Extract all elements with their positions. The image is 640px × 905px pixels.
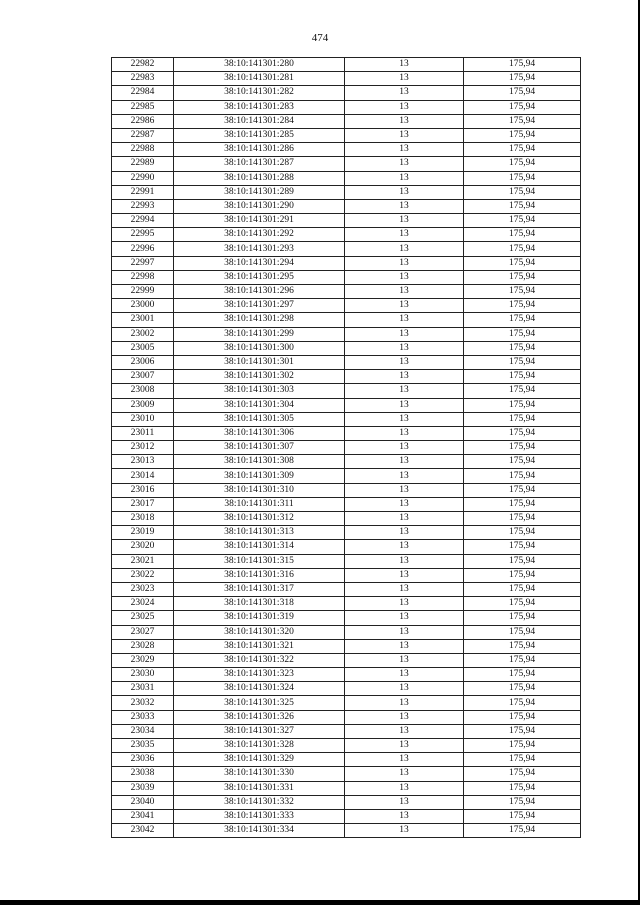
cell-cadastral-number: 38:10:141301:314 [174, 540, 345, 554]
cell-id: 23034 [112, 724, 174, 738]
table-row [112, 228, 581, 242]
cell-code: 13 [345, 767, 464, 781]
cell-code: 13 [345, 824, 464, 838]
cell-cadastral-number: 38:10:141301:300 [174, 341, 345, 355]
cell-cadastral-number: 38:10:141301:305 [174, 412, 345, 426]
cell-id: 23021 [112, 554, 174, 568]
cell-code: 13 [345, 441, 464, 455]
cell-id: 23020 [112, 540, 174, 554]
cell-value: 175,94 [464, 653, 581, 667]
cell-value: 175,94 [464, 228, 581, 242]
cell-id: 22989 [112, 157, 174, 171]
cell-code: 13 [345, 157, 464, 171]
cell-id: 23023 [112, 582, 174, 596]
cell-code: 13 [345, 611, 464, 625]
cell-code: 13 [345, 625, 464, 639]
table-row [112, 724, 581, 738]
cell-value: 175,94 [464, 426, 581, 440]
cell-value: 175,94 [464, 341, 581, 355]
cell-id: 23039 [112, 781, 174, 795]
data-table-container [111, 57, 580, 838]
table-row [112, 668, 581, 682]
cell-value: 175,94 [464, 114, 581, 128]
cell-code: 13 [345, 341, 464, 355]
cell-cadastral-number: 38:10:141301:294 [174, 256, 345, 270]
cell-cadastral-number: 38:10:141301:319 [174, 611, 345, 625]
table-row [112, 256, 581, 270]
cell-value: 175,94 [464, 242, 581, 256]
cell-code: 13 [345, 512, 464, 526]
cell-cadastral-number: 38:10:141301:298 [174, 313, 345, 327]
table-row [112, 582, 581, 596]
cell-id: 22984 [112, 86, 174, 100]
table-row [112, 128, 581, 142]
table-row [112, 86, 581, 100]
table-row [112, 809, 581, 823]
table-row [112, 398, 581, 412]
cell-code: 13 [345, 256, 464, 270]
cell-value: 175,94 [464, 512, 581, 526]
cell-cadastral-number: 38:10:141301:295 [174, 270, 345, 284]
table-row [112, 767, 581, 781]
table-row [112, 611, 581, 625]
table-row [112, 185, 581, 199]
cell-id: 22986 [112, 114, 174, 128]
cell-value: 175,94 [464, 299, 581, 313]
cell-id: 23027 [112, 625, 174, 639]
table-row [112, 157, 581, 171]
cell-value: 175,94 [464, 483, 581, 497]
cell-cadastral-number: 38:10:141301:302 [174, 370, 345, 384]
cell-value: 175,94 [464, 554, 581, 568]
table-row [112, 568, 581, 582]
cell-id: 23018 [112, 512, 174, 526]
cell-code: 13 [345, 497, 464, 511]
cell-cadastral-number: 38:10:141301:332 [174, 795, 345, 809]
cell-code: 13 [345, 143, 464, 157]
cell-value: 175,94 [464, 370, 581, 384]
cell-code: 13 [345, 58, 464, 72]
cell-value: 175,94 [464, 58, 581, 72]
cell-value: 175,94 [464, 256, 581, 270]
cell-code: 13 [345, 100, 464, 114]
table-row [112, 526, 581, 540]
table-row [112, 370, 581, 384]
cell-value: 175,94 [464, 270, 581, 284]
cell-value: 175,94 [464, 171, 581, 185]
cell-id: 23022 [112, 568, 174, 582]
cell-value: 175,94 [464, 143, 581, 157]
table-row [112, 483, 581, 497]
cell-id: 23029 [112, 653, 174, 667]
cell-cadastral-number: 38:10:141301:280 [174, 58, 345, 72]
cell-cadastral-number: 38:10:141301:317 [174, 582, 345, 596]
cell-code: 13 [345, 114, 464, 128]
table-row [112, 426, 581, 440]
cell-code: 13 [345, 753, 464, 767]
cell-cadastral-number: 38:10:141301:282 [174, 86, 345, 100]
cell-value: 175,94 [464, 724, 581, 738]
cell-value: 175,94 [464, 795, 581, 809]
cell-cadastral-number: 38:10:141301:301 [174, 355, 345, 369]
cell-cadastral-number: 38:10:141301:331 [174, 781, 345, 795]
cell-cadastral-number: 38:10:141301:311 [174, 497, 345, 511]
cell-cadastral-number: 38:10:141301:297 [174, 299, 345, 313]
cell-id: 23041 [112, 809, 174, 823]
table-row [112, 710, 581, 724]
cell-id: 23012 [112, 441, 174, 455]
cell-id: 23031 [112, 682, 174, 696]
table-row [112, 497, 581, 511]
cell-id: 22987 [112, 128, 174, 142]
cell-id: 23009 [112, 398, 174, 412]
cell-id: 22983 [112, 72, 174, 86]
cell-id: 22999 [112, 285, 174, 299]
cell-id: 23019 [112, 526, 174, 540]
cell-id: 23017 [112, 497, 174, 511]
table-row [112, 58, 581, 72]
cell-code: 13 [345, 426, 464, 440]
cell-cadastral-number: 38:10:141301:292 [174, 228, 345, 242]
cell-code: 13 [345, 809, 464, 823]
cell-code: 13 [345, 242, 464, 256]
cell-id: 23024 [112, 597, 174, 611]
cell-cadastral-number: 38:10:141301:306 [174, 426, 345, 440]
cell-code: 13 [345, 72, 464, 86]
cell-code: 13 [345, 398, 464, 412]
cell-code: 13 [345, 526, 464, 540]
cell-cadastral-number: 38:10:141301:328 [174, 739, 345, 753]
cell-code: 13 [345, 724, 464, 738]
cell-id: 23010 [112, 412, 174, 426]
table-row [112, 72, 581, 86]
cell-code: 13 [345, 653, 464, 667]
cell-id: 22997 [112, 256, 174, 270]
table-row [112, 384, 581, 398]
cell-value: 175,94 [464, 455, 581, 469]
table-row [112, 512, 581, 526]
cell-code: 13 [345, 285, 464, 299]
cell-value: 175,94 [464, 568, 581, 582]
cell-id: 22994 [112, 214, 174, 228]
table-row [112, 143, 581, 157]
cell-code: 13 [345, 384, 464, 398]
cell-id: 22996 [112, 242, 174, 256]
cell-id: 23036 [112, 753, 174, 767]
table-row [112, 682, 581, 696]
cell-value: 175,94 [464, 313, 581, 327]
cell-value: 175,94 [464, 72, 581, 86]
table-row [112, 327, 581, 341]
cell-code: 13 [345, 214, 464, 228]
cell-id: 23014 [112, 469, 174, 483]
cell-id: 23032 [112, 696, 174, 710]
cell-value: 175,94 [464, 682, 581, 696]
cell-cadastral-number: 38:10:141301:307 [174, 441, 345, 455]
cell-value: 175,94 [464, 611, 581, 625]
cell-value: 175,94 [464, 582, 581, 596]
cell-cadastral-number: 38:10:141301:327 [174, 724, 345, 738]
cell-value: 175,94 [464, 398, 581, 412]
cell-cadastral-number: 38:10:141301:281 [174, 72, 345, 86]
table-row [112, 795, 581, 809]
table-row [112, 171, 581, 185]
cell-code: 13 [345, 639, 464, 653]
cell-id: 23001 [112, 313, 174, 327]
cell-code: 13 [345, 568, 464, 582]
cell-cadastral-number: 38:10:141301:320 [174, 625, 345, 639]
scan-edge-bottom [0, 900, 640, 905]
table-row [112, 653, 581, 667]
table-row [112, 554, 581, 568]
cell-value: 175,94 [464, 100, 581, 114]
cell-id: 23000 [112, 299, 174, 313]
cell-cadastral-number: 38:10:141301:323 [174, 668, 345, 682]
cell-id: 23016 [112, 483, 174, 497]
table-row [112, 341, 581, 355]
cell-cadastral-number: 38:10:141301:290 [174, 199, 345, 213]
cell-code: 13 [345, 270, 464, 284]
cell-cadastral-number: 38:10:141301:287 [174, 157, 345, 171]
cell-id: 23005 [112, 341, 174, 355]
cell-cadastral-number: 38:10:141301:309 [174, 469, 345, 483]
cell-id: 23025 [112, 611, 174, 625]
cell-value: 175,94 [464, 625, 581, 639]
cell-value: 175,94 [464, 668, 581, 682]
cell-cadastral-number: 38:10:141301:308 [174, 455, 345, 469]
cell-cadastral-number: 38:10:141301:321 [174, 639, 345, 653]
table-row [112, 270, 581, 284]
table-row [112, 597, 581, 611]
table-row [112, 739, 581, 753]
table-row [112, 114, 581, 128]
cell-value: 175,94 [464, 639, 581, 653]
table-row [112, 469, 581, 483]
cell-code: 13 [345, 597, 464, 611]
cell-id: 23008 [112, 384, 174, 398]
cell-id: 22995 [112, 228, 174, 242]
cell-code: 13 [345, 412, 464, 426]
cell-id: 22988 [112, 143, 174, 157]
cell-code: 13 [345, 128, 464, 142]
cell-code: 13 [345, 355, 464, 369]
cell-value: 175,94 [464, 128, 581, 142]
cell-id: 23011 [112, 426, 174, 440]
cell-code: 13 [345, 483, 464, 497]
cell-id: 22998 [112, 270, 174, 284]
cell-cadastral-number: 38:10:141301:318 [174, 597, 345, 611]
cell-cadastral-number: 38:10:141301:334 [174, 824, 345, 838]
cell-cadastral-number: 38:10:141301:312 [174, 512, 345, 526]
table-row [112, 299, 581, 313]
cell-cadastral-number: 38:10:141301:315 [174, 554, 345, 568]
cell-value: 175,94 [464, 540, 581, 554]
cell-cadastral-number: 38:10:141301:284 [174, 114, 345, 128]
cell-id: 23007 [112, 370, 174, 384]
cell-value: 175,94 [464, 597, 581, 611]
table-row [112, 540, 581, 554]
table-row [112, 696, 581, 710]
cell-code: 13 [345, 795, 464, 809]
table-row [112, 412, 581, 426]
cell-code: 13 [345, 710, 464, 724]
cell-cadastral-number: 38:10:141301:283 [174, 100, 345, 114]
cell-code: 13 [345, 739, 464, 753]
cell-value: 175,94 [464, 355, 581, 369]
cell-code: 13 [345, 582, 464, 596]
cell-code: 13 [345, 696, 464, 710]
cell-code: 13 [345, 299, 464, 313]
cell-value: 175,94 [464, 753, 581, 767]
cell-value: 175,94 [464, 809, 581, 823]
cell-cadastral-number: 38:10:141301:313 [174, 526, 345, 540]
cell-cadastral-number: 38:10:141301:299 [174, 327, 345, 341]
cell-id: 22982 [112, 58, 174, 72]
cell-id: 22985 [112, 100, 174, 114]
cell-cadastral-number: 38:10:141301:329 [174, 753, 345, 767]
cell-code: 13 [345, 668, 464, 682]
table-body [112, 58, 581, 838]
table-row [112, 441, 581, 455]
cell-value: 175,94 [464, 441, 581, 455]
cell-cadastral-number: 38:10:141301:330 [174, 767, 345, 781]
cell-id: 23033 [112, 710, 174, 724]
data-table [111, 57, 581, 838]
table-row [112, 214, 581, 228]
cell-code: 13 [345, 682, 464, 696]
cell-id: 22991 [112, 185, 174, 199]
cell-value: 175,94 [464, 199, 581, 213]
cell-id: 22990 [112, 171, 174, 185]
cell-id: 23028 [112, 639, 174, 653]
table-row [112, 639, 581, 653]
cell-value: 175,94 [464, 526, 581, 540]
cell-code: 13 [345, 313, 464, 327]
cell-id: 23040 [112, 795, 174, 809]
cell-value: 175,94 [464, 412, 581, 426]
table-row [112, 100, 581, 114]
table-row [112, 625, 581, 639]
cell-cadastral-number: 38:10:141301:304 [174, 398, 345, 412]
cell-code: 13 [345, 228, 464, 242]
cell-cadastral-number: 38:10:141301:293 [174, 242, 345, 256]
cell-id: 23042 [112, 824, 174, 838]
cell-value: 175,94 [464, 696, 581, 710]
cell-value: 175,94 [464, 767, 581, 781]
table-row [112, 285, 581, 299]
cell-value: 175,94 [464, 781, 581, 795]
cell-value: 175,94 [464, 327, 581, 341]
cell-cadastral-number: 38:10:141301:326 [174, 710, 345, 724]
cell-cadastral-number: 38:10:141301:289 [174, 185, 345, 199]
cell-cadastral-number: 38:10:141301:310 [174, 483, 345, 497]
cell-id: 22993 [112, 199, 174, 213]
cell-code: 13 [345, 185, 464, 199]
cell-cadastral-number: 38:10:141301:291 [174, 214, 345, 228]
cell-value: 175,94 [464, 497, 581, 511]
cell-code: 13 [345, 171, 464, 185]
cell-code: 13 [345, 199, 464, 213]
table-row [112, 824, 581, 838]
table-row [112, 355, 581, 369]
table-row [112, 455, 581, 469]
cell-cadastral-number: 38:10:141301:288 [174, 171, 345, 185]
cell-value: 175,94 [464, 157, 581, 171]
cell-code: 13 [345, 86, 464, 100]
cell-value: 175,94 [464, 185, 581, 199]
cell-code: 13 [345, 554, 464, 568]
cell-code: 13 [345, 781, 464, 795]
cell-id: 23006 [112, 355, 174, 369]
cell-value: 175,94 [464, 384, 581, 398]
cell-code: 13 [345, 540, 464, 554]
cell-value: 175,94 [464, 710, 581, 724]
cell-value: 175,94 [464, 214, 581, 228]
cell-cadastral-number: 38:10:141301:286 [174, 143, 345, 157]
table-row [112, 781, 581, 795]
cell-id: 23002 [112, 327, 174, 341]
cell-cadastral-number: 38:10:141301:324 [174, 682, 345, 696]
cell-cadastral-number: 38:10:141301:333 [174, 809, 345, 823]
cell-code: 13 [345, 370, 464, 384]
table-row [112, 313, 581, 327]
cell-id: 23013 [112, 455, 174, 469]
cell-value: 175,94 [464, 285, 581, 299]
cell-cadastral-number: 38:10:141301:285 [174, 128, 345, 142]
cell-value: 175,94 [464, 469, 581, 483]
cell-cadastral-number: 38:10:141301:322 [174, 653, 345, 667]
cell-code: 13 [345, 327, 464, 341]
cell-code: 13 [345, 469, 464, 483]
cell-cadastral-number: 38:10:141301:296 [174, 285, 345, 299]
cell-cadastral-number: 38:10:141301:303 [174, 384, 345, 398]
cell-id: 23030 [112, 668, 174, 682]
table-row [112, 242, 581, 256]
page-number: 474 [311, 32, 329, 44]
cell-value: 175,94 [464, 739, 581, 753]
cell-id: 23035 [112, 739, 174, 753]
table-row [112, 753, 581, 767]
cell-value: 175,94 [464, 86, 581, 100]
cell-id: 23038 [112, 767, 174, 781]
cell-cadastral-number: 38:10:141301:325 [174, 696, 345, 710]
table-row [112, 199, 581, 213]
cell-code: 13 [345, 455, 464, 469]
cell-cadastral-number: 38:10:141301:316 [174, 568, 345, 582]
cell-value: 175,94 [464, 824, 581, 838]
